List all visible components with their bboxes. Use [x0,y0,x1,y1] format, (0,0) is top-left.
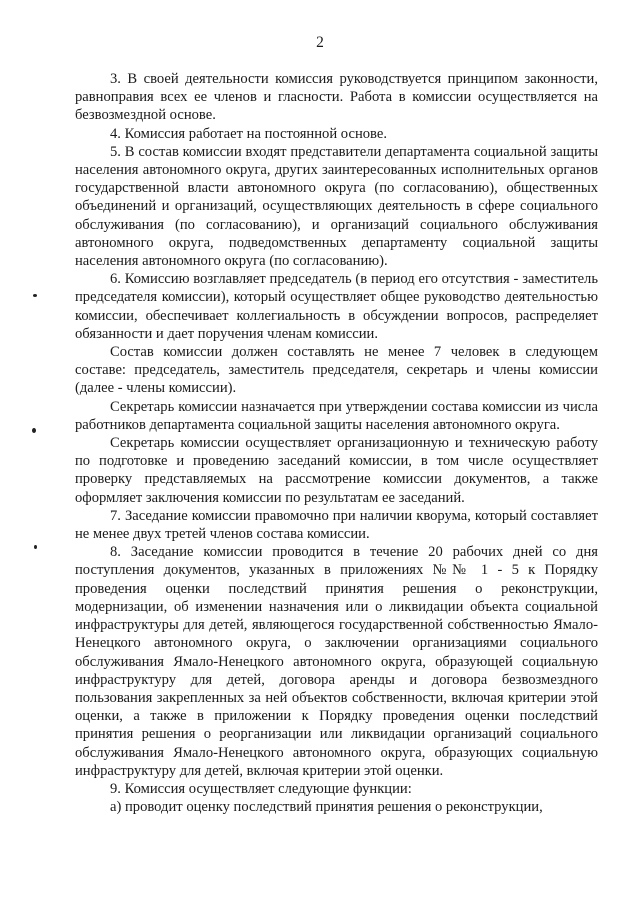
paragraph-secretary-duties: Секретарь комиссии осуществляет организационную и техническую работу по подготовке и проведению заседаний комиссии, в том числе осуществляет проверку представляемых на рассмотрение комиссии документов, а также оформляет заключения комиссии по результатам ее заседаний. [75,435,598,506]
scan-mark [32,428,36,433]
paragraph-6: 6. Комиссию возглавляет председатель (в период его отсутствия - заместитель председателя комиссии), который осуществляет общее руководство деятельностью комиссии, обеспечивает коллегиальность в обсуждении вопросов, распределяет обязанности и дает поручения членам комиссии. [75,271,598,342]
paragraph-9: 9. Комиссия осуществляет следующие функции: [110,780,412,797]
paragraph-3: 3. В своей деятельности комиссия руководствуется принципом законности, равноправия всех ее членов и гласности. Работа в комиссии осуществляется на безвозмездной основе. [75,71,598,124]
paragraph-4: 4. Комиссия работает на постоянной основе. [110,125,387,142]
paragraph-7: 7. Заседание комиссии правомочно при наличии кворума, который составляет не менее двух третей членов состава комиссии. [75,507,598,543]
paragraph-9a: а) проводит оценку последствий принятия решения о реконструкции, [110,799,543,816]
scan-mark [34,545,37,549]
paragraph-5: 5. В состав комиссии входят представители департамента социальной защиты населения автономного округа, других заинтересованных исполнительных органов государственной власти автономного округа (по согласованию), общественных объединений и организаций, осуществляющих деятельность в сфере социального обслуживания (по согласованию), и организаций социального обслуживания автономного округа, подведомственных департаменту социальной защиты населения автономного округа (по согласованию). [75,143,598,270]
paragraph-secretary-appointment: Секретарь комиссии назначается при утверждении состава комиссии из числа работников департамента социальной защиты населения автономного округа. [75,398,598,433]
page-number: 2 [316,34,324,51]
paragraph-commission-composition: Состав комиссии должен составлять не менее 7 человек в следующем составе: председатель, заместитель председателя, секретарь и члены комиссии (далее - члены комиссии). [75,344,598,397]
scan-mark [33,294,37,297]
document-body [75,70,598,816]
paragraph-8: 8. Заседание комиссии проводится в течение 20 рабочих дней со дня поступления документов, указанных в приложениях №№ 1 - 5 к Порядку проведения оценки последствий принятия решения о реконструкции, модернизации, об изменении назначения или о ликвидации объекта социальной инфраструктуры для детей, являющегося государственной собственностью Ямало-Ненецкого автономного округа, о заключении организациями социального обслуживания Ямало-Ненецкого автономного округа, образующей социальную инфраструктуру для детей, договора аренды и договора безвозмездного пользования закрепленных за ней объектов собственности, включая критерии этой оценки, а также в приложении к Порядку проведения оценки последствий принятия решения о реорганизации или ликвидации организаций социального обслуживания Ямало-Ненецкого автономного округа, образующих социальную инфраструктуру для детей, включая критерии этой оценки. [75,544,598,779]
